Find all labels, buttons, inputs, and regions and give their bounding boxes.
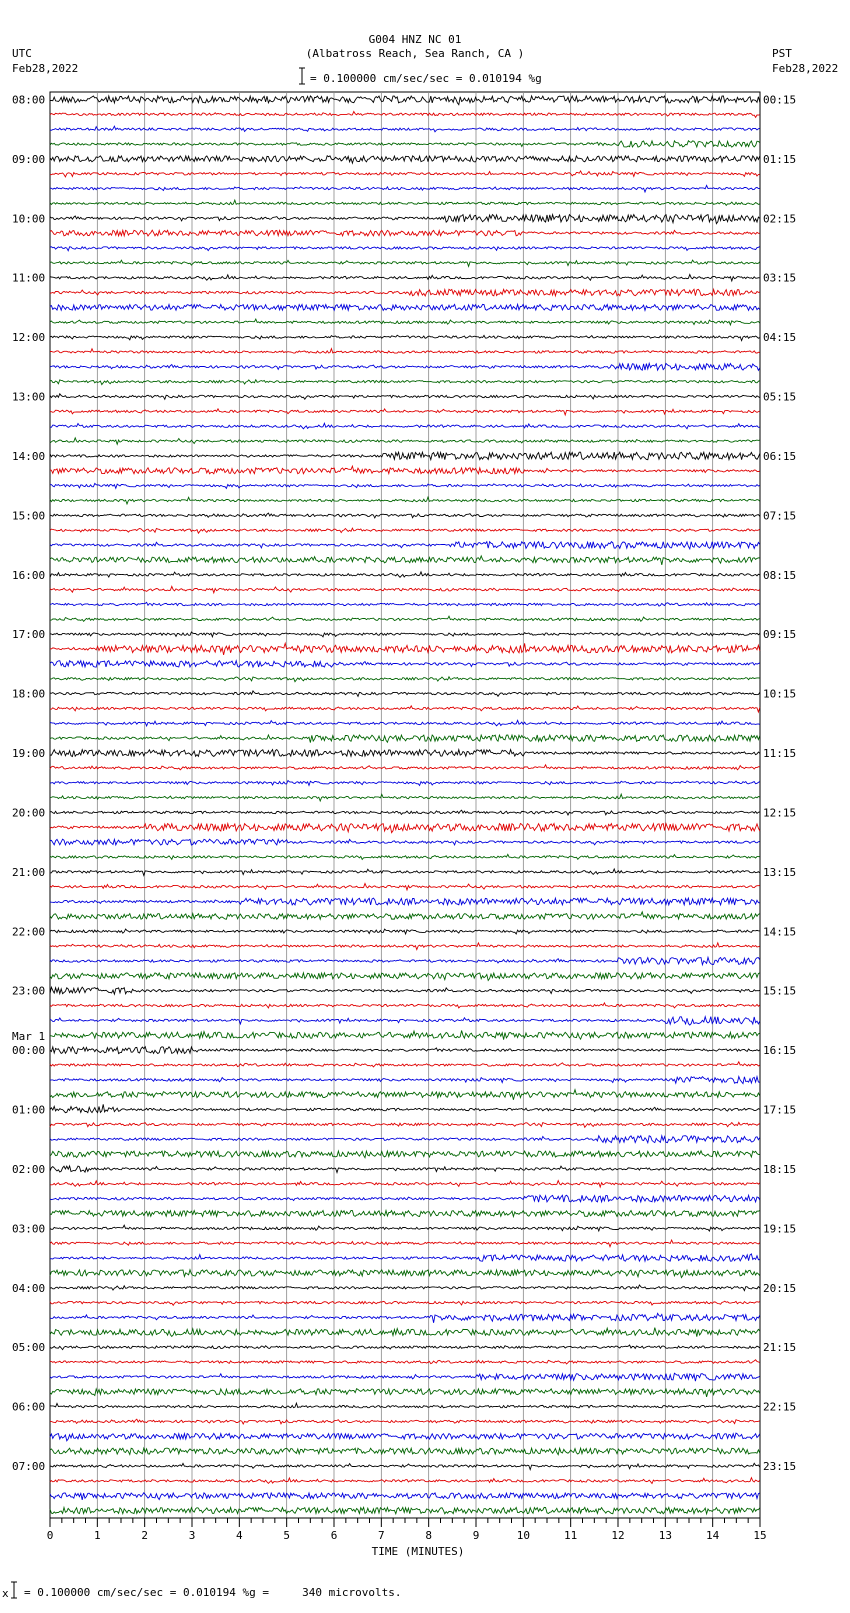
trace-line <box>50 275 760 281</box>
utc-hour-label: 05:00 <box>12 1341 46 1355</box>
trace-line <box>50 215 760 224</box>
pst-hour-label: 18:15 <box>763 1162 797 1176</box>
trace-line <box>50 335 760 340</box>
pst-hour-label: 16:15 <box>763 1044 797 1058</box>
utc-hour-label: 09:00 <box>12 152 46 166</box>
right-timezone: PST <box>772 47 792 60</box>
trace-line <box>50 247 760 251</box>
utc-hour-label: 12:00 <box>12 331 46 345</box>
trace-line <box>50 794 760 801</box>
right-date: Feb28,2022 <box>772 62 839 75</box>
trace-line <box>50 884 760 890</box>
trace-line <box>50 1211 760 1217</box>
trace-line <box>50 1478 760 1484</box>
trace-line <box>50 643 760 655</box>
utc-hour-label: 13:00 <box>12 390 46 404</box>
x-tick-label: 3 <box>188 1529 196 1542</box>
trace-line <box>50 1122 760 1127</box>
trace-line <box>50 898 760 905</box>
x-tick-label: 10 <box>516 1529 530 1542</box>
time-axis <box>47 1518 767 1542</box>
trace-line <box>50 943 760 950</box>
trace-line <box>50 1017 760 1026</box>
trace-line <box>50 1151 760 1158</box>
utc-hour-label: 10:00 <box>12 212 46 226</box>
trace-line <box>50 1419 760 1424</box>
trace-line <box>50 781 760 786</box>
utc-hour-label: 00:00 <box>12 1044 46 1058</box>
trace-line <box>50 380 760 385</box>
trace-line <box>50 1181 760 1187</box>
scale-bar-icon <box>299 68 305 84</box>
trace-line <box>50 483 760 488</box>
trace-line <box>50 542 760 549</box>
station-title: G004 HNZ NC 01 <box>368 33 462 46</box>
trace-line <box>50 750 760 757</box>
pst-hour-label: 04:15 <box>763 331 797 345</box>
trace-line <box>50 497 760 504</box>
footer-marker: x <box>2 1587 9 1600</box>
trace-line <box>50 1270 760 1278</box>
utc-hour-label: 17:00 <box>12 628 46 642</box>
utc-hour-label: 16:00 <box>12 568 46 582</box>
x-tick-label: 15 <box>753 1529 767 1542</box>
left-timezone: UTC <box>12 47 32 60</box>
header-scale: = 0.100000 cm/sec/sec = 0.010194 %g <box>310 72 542 85</box>
pst-hour-label: 19:15 <box>763 1222 797 1236</box>
trace-line <box>50 1493 760 1500</box>
trace-line <box>50 987 760 994</box>
trace-line <box>50 1285 760 1291</box>
x-tick-label: 1 <box>94 1529 101 1542</box>
trace-line <box>50 706 760 712</box>
pst-hour-label: 12:15 <box>763 806 797 820</box>
trace-line <box>50 869 760 875</box>
trace-line <box>50 200 760 205</box>
utc-hour-label: 23:00 <box>12 984 46 998</box>
pst-hour-label: 15:15 <box>763 984 797 998</box>
trace-line <box>50 1313 760 1323</box>
x-tick-label: 14 <box>706 1529 720 1542</box>
trace-line <box>50 1104 760 1112</box>
utc-hour-label: 19:00 <box>12 747 46 761</box>
trace-line <box>50 528 760 533</box>
trace-line <box>50 810 760 815</box>
utc-hour-label: 22:00 <box>12 925 46 939</box>
trace-line <box>50 126 760 132</box>
trace-line <box>50 438 760 444</box>
pst-hour-label: 07:15 <box>763 509 797 523</box>
utc-hour-label: 03:00 <box>12 1222 46 1236</box>
x-tick-label: 11 <box>564 1529 578 1542</box>
utc-hour-label: 06:00 <box>12 1400 46 1414</box>
trace-line <box>50 973 760 981</box>
trace-line <box>50 929 760 934</box>
pst-hour-label: 21:15 <box>763 1341 797 1355</box>
trace-line <box>50 1077 760 1084</box>
trace-line <box>50 1136 760 1143</box>
trace-line <box>50 735 760 743</box>
trace-line <box>50 602 760 606</box>
trace-line <box>50 1345 760 1350</box>
trace-line <box>50 1062 760 1067</box>
trace-line <box>50 616 760 621</box>
trace-line <box>50 677 760 682</box>
pst-hour-label: 10:15 <box>763 687 797 701</box>
utc-hour-label: 18:00 <box>12 687 46 701</box>
trace-line <box>50 363 760 370</box>
trace-line <box>50 1328 760 1337</box>
x-tick-label: 4 <box>236 1529 243 1542</box>
trace-line <box>50 854 760 859</box>
utc-hour-label: 02:00 <box>12 1162 46 1176</box>
trace-line <box>50 556 760 565</box>
pst-hour-label: 02:15 <box>763 212 797 226</box>
utc-hour-label: 15:00 <box>12 509 46 523</box>
x-tick-label: 9 <box>472 1529 480 1542</box>
x-tick-label: 7 <box>378 1529 385 1542</box>
trace-line <box>50 1403 760 1408</box>
trace-line <box>50 1301 760 1305</box>
trace-line <box>50 1225 760 1231</box>
trace-line <box>50 912 760 919</box>
trace-line <box>50 156 760 164</box>
utc-hour-label: 11:00 <box>12 271 46 285</box>
trace-line <box>50 1389 760 1397</box>
trace-line <box>50 1240 760 1247</box>
trace-line <box>50 661 760 667</box>
pst-hour-label: 03:15 <box>763 271 797 285</box>
trace-line <box>50 1373 760 1381</box>
trace-line <box>50 765 760 770</box>
footer-scale: = 0.100000 cm/sec/sec = 0.010194 %g = 340 microvolts. <box>24 1586 402 1599</box>
trace-line <box>50 572 760 578</box>
utc-hour-labels <box>12 93 45 1473</box>
trace-line <box>50 1433 760 1441</box>
trace-line <box>50 720 760 726</box>
utc-hour-label: 01:00 <box>12 1103 46 1117</box>
trace-line <box>50 466 760 474</box>
trace-line <box>50 1003 760 1008</box>
trace-line <box>50 304 760 310</box>
trace-area <box>50 96 760 1514</box>
utc-hour-label: 08:00 <box>12 93 46 107</box>
utc-hour-label: 04:00 <box>12 1281 46 1295</box>
footer-scale-bar-icon <box>11 1582 17 1598</box>
trace-line <box>50 409 760 415</box>
trace-line <box>50 230 760 236</box>
trace-line <box>50 1195 760 1202</box>
pst-hour-label: 00:15 <box>763 93 797 107</box>
station-location: (Albatross Reach, Sea Ranch, CA ) <box>305 47 525 60</box>
utc-hour-label: 14:00 <box>12 449 46 463</box>
trace-line <box>50 171 760 177</box>
trace-line <box>50 1254 760 1261</box>
trace-line <box>50 1507 760 1513</box>
trace-line <box>50 260 760 266</box>
trace-line <box>50 96 760 105</box>
trace-line <box>50 394 760 400</box>
pst-hour-label: 11:15 <box>763 747 797 761</box>
trace-line <box>50 452 760 460</box>
x-tick-label: 6 <box>330 1529 338 1542</box>
trace-line <box>50 1047 760 1054</box>
pst-hour-label: 22:15 <box>763 1400 797 1414</box>
trace-line <box>50 586 760 592</box>
x-tick-label: 0 <box>46 1529 54 1542</box>
pst-hour-label: 14:15 <box>763 925 797 939</box>
trace-line <box>50 319 760 325</box>
pst-hour-label: 06:15 <box>763 449 797 463</box>
trace-line <box>50 1360 760 1364</box>
trace-line <box>50 957 760 964</box>
utc-hour-label: 07:00 <box>12 1460 46 1474</box>
trace-line <box>50 632 760 637</box>
pst-hour-label: 05:15 <box>763 390 797 404</box>
pst-hour-labels <box>763 93 796 1473</box>
pst-hour-label: 08:15 <box>763 568 797 582</box>
x-axis-title: TIME (MINUTES) <box>371 1545 465 1558</box>
x-tick-label: 8 <box>425 1529 432 1542</box>
pst-hour-label: 23:15 <box>763 1460 797 1474</box>
pst-hour-label: 20:15 <box>763 1281 797 1295</box>
trace-line <box>50 691 760 697</box>
utc-hour-label: 21:00 <box>12 865 46 879</box>
pst-hour-label: 01:15 <box>763 152 797 166</box>
trace-line <box>50 1463 760 1469</box>
day-change-label: Mar 1 <box>12 1030 46 1044</box>
x-tick-label: 12 <box>611 1529 625 1542</box>
pst-hour-label: 17:15 <box>763 1103 797 1117</box>
trace-line <box>50 513 760 518</box>
utc-hour-label: 20:00 <box>12 806 46 820</box>
pst-hour-label: 09:15 <box>763 628 797 642</box>
pst-hour-label: 13:15 <box>763 865 797 879</box>
trace-line <box>50 824 760 833</box>
trace-line <box>50 185 760 192</box>
trace-line <box>50 141 760 147</box>
trace-line <box>50 1166 760 1173</box>
left-date: Feb28,2022 <box>12 62 79 75</box>
trace-line <box>50 839 760 845</box>
x-tick-label: 13 <box>658 1529 672 1542</box>
trace-line <box>50 289 760 296</box>
trace-line <box>50 1448 760 1455</box>
trace-line <box>50 349 760 354</box>
trace-line <box>50 112 760 118</box>
trace-line <box>50 1031 760 1040</box>
x-tick-label: 2 <box>141 1529 148 1542</box>
trace-line <box>50 1090 760 1100</box>
x-tick-label: 5 <box>283 1529 290 1542</box>
trace-line <box>50 423 760 429</box>
